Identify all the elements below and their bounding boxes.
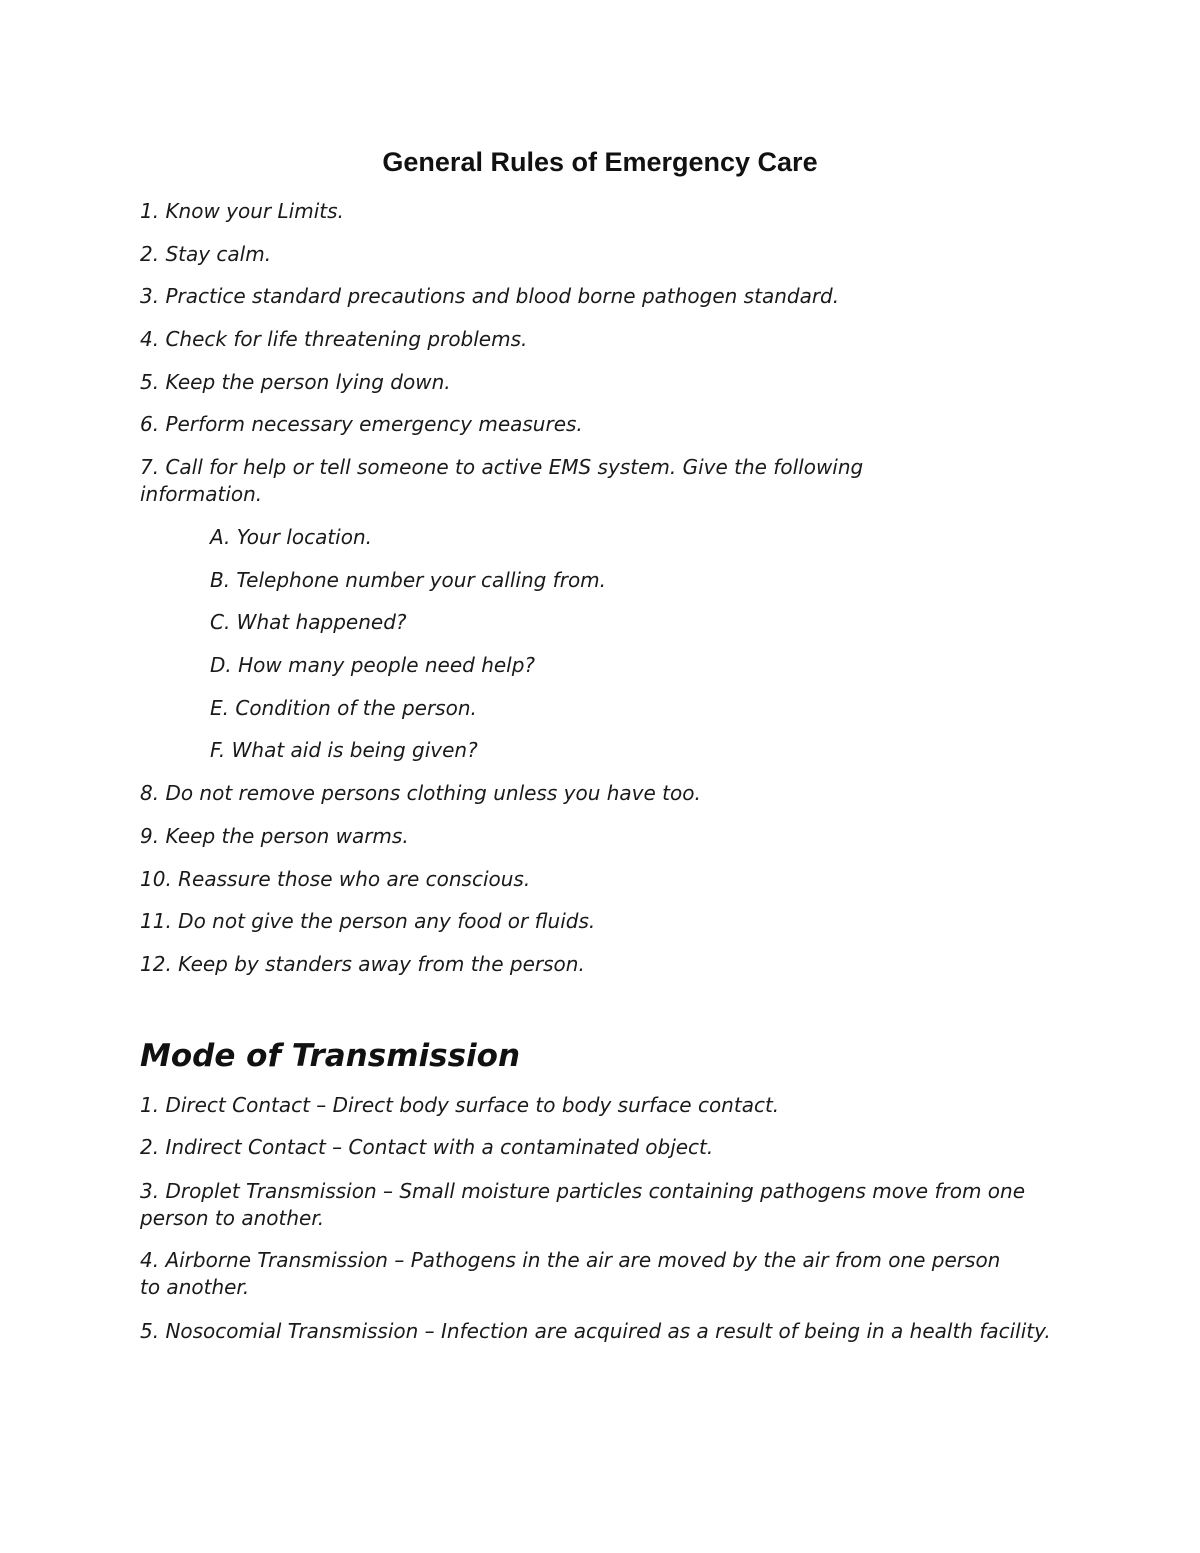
rule-item-9: 9. Keep the person warms. bbox=[140, 824, 409, 848]
rule-subitem-c: C. What happened? bbox=[210, 610, 407, 634]
rule-item-6: 6. Perform necessary emergency measures. bbox=[140, 412, 583, 436]
rule-item-3: 3. Practice standard precautions and blood borne pathogen standard. bbox=[140, 284, 840, 308]
transmission-item-1: 1. Direct Contact – Direct body surface to body surface contact. bbox=[140, 1093, 780, 1117]
rule-item-2: 2. Stay calm. bbox=[140, 242, 272, 266]
rule-subitem-a: A. Your location. bbox=[210, 525, 372, 549]
rule-subitem-b: B. Telephone number your calling from. bbox=[210, 568, 607, 592]
rule-subitem-d: D. How many people need help? bbox=[210, 653, 536, 677]
rule-item-12: 12. Keep by standers away from the person. bbox=[140, 952, 585, 976]
rule-item-11: 11. Do not give the person any food or fluids. bbox=[140, 909, 596, 933]
rule-item-1: 1. Know your Limits. bbox=[140, 199, 344, 223]
rule-subitem-e: E. Condition of the person. bbox=[210, 696, 477, 720]
rule-item-7: 7. Call for help or tell someone to active EMS system. Give the following information. bbox=[140, 455, 864, 506]
transmission-item-2: 2. Indirect Contact – Contact with a contaminated object. bbox=[140, 1135, 714, 1159]
rule-item-10: 10. Reassure those who are conscious. bbox=[140, 867, 531, 891]
rule-item-5: 5. Keep the person lying down. bbox=[140, 370, 451, 394]
rule-item-4: 4. Check for life threatening problems. bbox=[140, 327, 528, 351]
rule-item-8: 8. Do not remove persons clothing unless you have too. bbox=[140, 781, 701, 805]
transmission-item-3: 3. Droplet Transmission – Small moisture particles containing pathogens move from one person to another. bbox=[140, 1179, 1026, 1230]
transmission-item-5: 5. Nosocomial Transmission – Infection are acquired as a result of being in a health facility. bbox=[140, 1319, 1051, 1343]
section-heading-transmission: Mode of Transmission bbox=[140, 1038, 521, 1074]
transmission-item-4: 4. Airborne Transmission – Pathogens in the air are moved by the air from one person to another. bbox=[140, 1248, 1001, 1299]
page-title: General Rules of Emergency Care bbox=[382, 147, 818, 177]
rule-subitem-f: F. What aid is being given? bbox=[210, 738, 478, 762]
